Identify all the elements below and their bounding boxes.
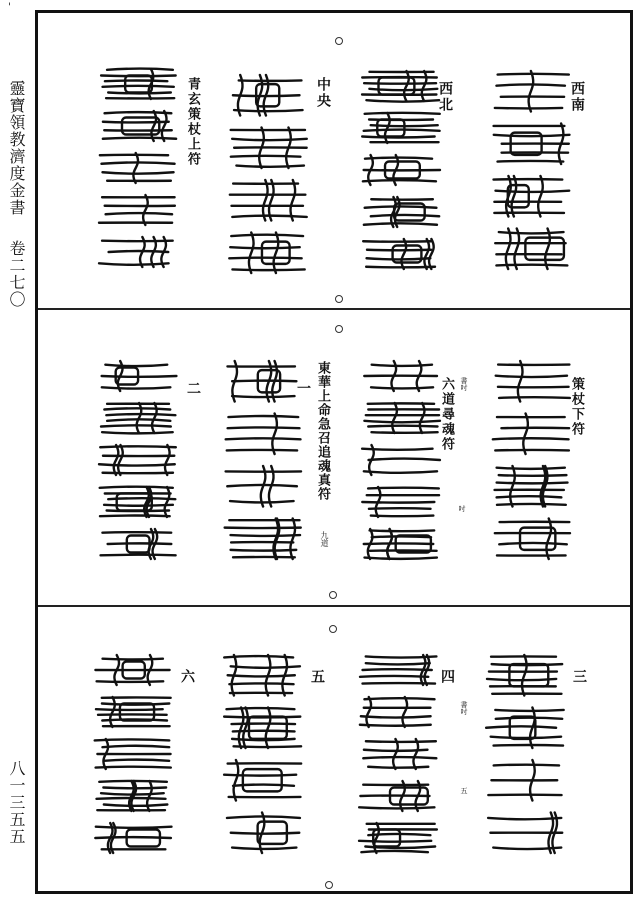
glyph-stroke (377, 120, 404, 137)
glyph-stroke (165, 487, 170, 517)
glyph-stroke (96, 827, 172, 828)
glyph-stroke (371, 432, 437, 433)
glyph-stroke (393, 739, 398, 769)
label-liudao: 六道尋魂符 (439, 377, 454, 452)
glyph-stroke (364, 471, 437, 472)
glyph-stroke (422, 71, 427, 101)
glyph-stroke (364, 130, 440, 131)
glyph-stroke (488, 818, 561, 819)
talisman-glyph-strokes (486, 355, 576, 565)
binding-ring (329, 625, 337, 633)
talisman-glyph-strokes (356, 355, 446, 565)
glyph-stroke (512, 176, 517, 217)
glyph-stroke (518, 361, 523, 402)
glyph-stroke (368, 426, 437, 427)
glyph-stroke (401, 239, 406, 269)
glyph-stroke (363, 757, 436, 758)
glyph-stroke (236, 166, 304, 167)
glyph-stroke (105, 112, 172, 113)
talisman-glyph-strokes (88, 649, 178, 859)
label-jiudao: 九道 (320, 531, 329, 547)
talisman-glyph-strokes (93, 63, 183, 273)
glyph-stroke (229, 683, 293, 684)
glyph-stroke (102, 746, 169, 747)
glyph-stroke (366, 697, 371, 727)
glyph-stroke (497, 496, 562, 497)
talisman-glyph-strokes (356, 65, 446, 275)
glyph-stroke (231, 550, 297, 551)
glyph-stroke (151, 111, 156, 141)
book-title: 靈寶領教濟度金書 (7, 80, 26, 216)
binding-ring (335, 295, 343, 303)
label-center: 中央 (315, 77, 331, 109)
talisman-5 (218, 649, 308, 859)
glyph-stroke (361, 851, 428, 852)
talisman-glyph-strokes (218, 649, 308, 859)
glyph-stroke (232, 139, 307, 140)
glyph-stroke (97, 681, 164, 682)
glyph-stroke (546, 519, 551, 560)
page-frame (35, 10, 633, 894)
glyph-stroke (102, 241, 173, 242)
talisman-donghua-1 (218, 355, 311, 565)
note-d: 五 (460, 787, 468, 794)
volume-label: 卷二七〇 (7, 240, 26, 308)
glyph-stroke (103, 86, 174, 87)
label-five: 五 (309, 669, 325, 685)
glyph-stroke (538, 176, 543, 217)
talisman-glyph-strokes (218, 355, 311, 565)
glyph-stroke (232, 396, 294, 397)
glyph-stroke (496, 191, 570, 192)
glyph-stroke (360, 676, 428, 677)
glyph-stroke (102, 387, 171, 388)
talisman-glyph-strokes (480, 649, 570, 859)
talisman-glyph-strokes (223, 69, 313, 279)
glyph-stroke (108, 498, 175, 499)
glyph-stroke (530, 708, 535, 749)
binding-ring (329, 591, 337, 599)
note-c: 書吋 (460, 701, 468, 715)
glyph-stroke (420, 403, 425, 433)
glyph-stroke (232, 269, 304, 270)
glyph-stroke (226, 708, 294, 709)
glyph-stroke (103, 138, 176, 139)
glyph-stroke (402, 697, 407, 727)
glyph-stroke (359, 841, 431, 842)
panel-divider (38, 308, 630, 310)
binding-ring (335, 325, 343, 333)
glyph-stroke (272, 414, 277, 455)
label-two: 二 (185, 381, 201, 397)
glyph-stroke (109, 251, 169, 252)
glyph-stroke (499, 543, 567, 544)
panel-divider (38, 605, 630, 607)
talisman-4 (353, 649, 443, 859)
glyph-stroke (234, 110, 303, 111)
glyph-stroke (104, 805, 167, 806)
talisman-qingxuan (93, 63, 183, 273)
glyph-stroke (506, 229, 511, 270)
glyph-stroke (523, 414, 528, 455)
glyph-stroke (514, 229, 519, 270)
glyph-stroke (231, 833, 299, 834)
glyph-stroke (104, 408, 170, 409)
glyph-stroke (509, 664, 548, 686)
glyph-stroke (106, 213, 172, 214)
glyph-stroke (371, 516, 434, 517)
label-southwest: 西南 (569, 81, 585, 113)
glyph-stroke (232, 848, 296, 849)
glyph-stroke (494, 745, 563, 746)
binding-ring (335, 37, 343, 45)
glyph-stroke (110, 697, 115, 727)
glyph-stroke (364, 543, 434, 544)
glyph-stroke (224, 775, 296, 776)
glyph-stroke (143, 195, 148, 225)
talisman-glyph-strokes (353, 649, 443, 859)
glyph-stroke (497, 504, 566, 505)
glyph-stroke (274, 233, 279, 274)
glyph-stroke (365, 113, 440, 114)
glyph-stroke (366, 663, 430, 664)
glyph-stroke (510, 466, 515, 507)
glyph-stroke (101, 555, 176, 556)
glyph-stroke (363, 683, 436, 684)
glyph-stroke (105, 80, 167, 81)
talisman-donghua-2 (93, 355, 183, 565)
glyph-stroke (362, 669, 431, 670)
glyph-stroke (366, 741, 436, 742)
glyph-stroke (232, 381, 296, 382)
glyph-stroke (366, 100, 439, 101)
page-number: 八一三五五 (7, 760, 26, 845)
glyph-stroke (365, 158, 432, 159)
glyph-stroke (133, 153, 138, 183)
glyph-stroke (497, 468, 565, 469)
label-four: 四 (439, 669, 455, 685)
talisman-glyph-strokes (486, 65, 576, 275)
glyph-stroke (413, 739, 418, 769)
glyph-stroke (370, 530, 435, 531)
glyph-stroke (372, 365, 432, 366)
glyph-stroke (522, 655, 527, 696)
glyph-stroke (494, 135, 570, 136)
glyph-stroke (263, 180, 268, 221)
glyph-stroke (104, 760, 169, 761)
note-b: 吋 (458, 505, 466, 512)
glyph-stroke (392, 403, 397, 433)
glyph-stroke (494, 765, 559, 766)
glyph-stroke (249, 233, 254, 274)
glyph-stroke (360, 725, 431, 726)
talisman-liudao (356, 355, 446, 565)
glyph-stroke (120, 704, 154, 721)
glyph-stroke (496, 376, 567, 377)
glyph-stroke (291, 180, 296, 221)
glyph-stroke (231, 235, 303, 236)
glyph-stroke (162, 111, 167, 141)
glyph-stroke (495, 450, 569, 451)
glyph-stroke (100, 515, 170, 516)
glyph-stroke (493, 848, 561, 849)
label-donghua: 東華上命急召追魂真符 (315, 361, 330, 501)
glyph-stroke (364, 421, 440, 422)
label-three: 三 (571, 669, 587, 685)
label-qingxuan: 青玄策杖上符 (185, 77, 200, 167)
glyph-stroke (231, 666, 300, 667)
talisman-northwest (356, 65, 446, 275)
glyph-stroke (486, 726, 556, 727)
glyph-stroke (545, 229, 550, 270)
glyph-stroke (499, 397, 570, 398)
glyph-stroke (495, 710, 563, 711)
glyph-stroke (364, 698, 434, 699)
glyph-stroke (404, 71, 409, 101)
glyph-stroke (496, 84, 565, 85)
glyph-stroke (371, 215, 439, 216)
talisman-glyph-strokes (93, 355, 183, 565)
glyph-stroke (105, 365, 167, 366)
glyph-stroke (290, 519, 295, 560)
glyph-stroke (104, 505, 173, 506)
talisman-center (223, 69, 313, 279)
talisman-6 (88, 649, 178, 859)
glyph-stroke (107, 69, 173, 70)
label-one: 一 (295, 381, 311, 397)
corner-mark: ' (8, 2, 11, 13)
glyph-stroke (499, 475, 567, 476)
label-cezhang-xia: 策杖下符 (569, 377, 584, 437)
glyph-stroke (366, 656, 437, 657)
glyph-stroke (361, 716, 431, 717)
talisman-southwest (486, 65, 576, 275)
glyph-stroke (364, 558, 436, 559)
glyph-stroke (266, 708, 271, 749)
glyph-stroke (498, 387, 569, 388)
glyph-stroke (363, 180, 436, 181)
label-six: 六 (179, 669, 195, 685)
glyph-stroke (364, 223, 437, 224)
glyph-stroke (165, 445, 170, 475)
glyph-stroke (362, 502, 434, 503)
talisman-cezhang-xia (486, 355, 576, 565)
glyph-stroke (226, 438, 301, 439)
glyph-stroke (228, 416, 298, 417)
glyph-stroke (359, 807, 434, 808)
glyph-stroke (234, 760, 239, 801)
glyph-stroke (231, 156, 301, 157)
glyph-stroke (99, 263, 169, 264)
glyph-stroke (493, 438, 569, 439)
binding-ring (325, 881, 333, 889)
talisman-3 (480, 649, 570, 859)
glyph-stroke (369, 508, 431, 509)
glyph-stroke (100, 487, 173, 488)
glyph-stroke (103, 172, 174, 173)
glyph-stroke (368, 767, 428, 768)
glyph-stroke (100, 446, 176, 447)
glyph-stroke (96, 709, 163, 710)
glyph-stroke (496, 718, 562, 719)
glyph-stroke (243, 769, 282, 791)
glyph-stroke (228, 427, 300, 428)
note-a: 書吋 (460, 377, 468, 391)
glyph-stroke (371, 387, 433, 388)
glyph-stroke (96, 767, 171, 768)
label-northwest: 西北 (437, 81, 453, 113)
glyph-stroke (103, 659, 163, 660)
glyph-stroke (231, 535, 301, 536)
glyph-stroke (108, 543, 172, 544)
glyph-stroke (233, 731, 295, 732)
glyph-stroke (369, 459, 440, 460)
glyph-stroke (497, 483, 568, 484)
glyph-stroke (99, 464, 175, 465)
glyph-stroke (529, 71, 534, 112)
glyph-stroke (498, 161, 564, 162)
